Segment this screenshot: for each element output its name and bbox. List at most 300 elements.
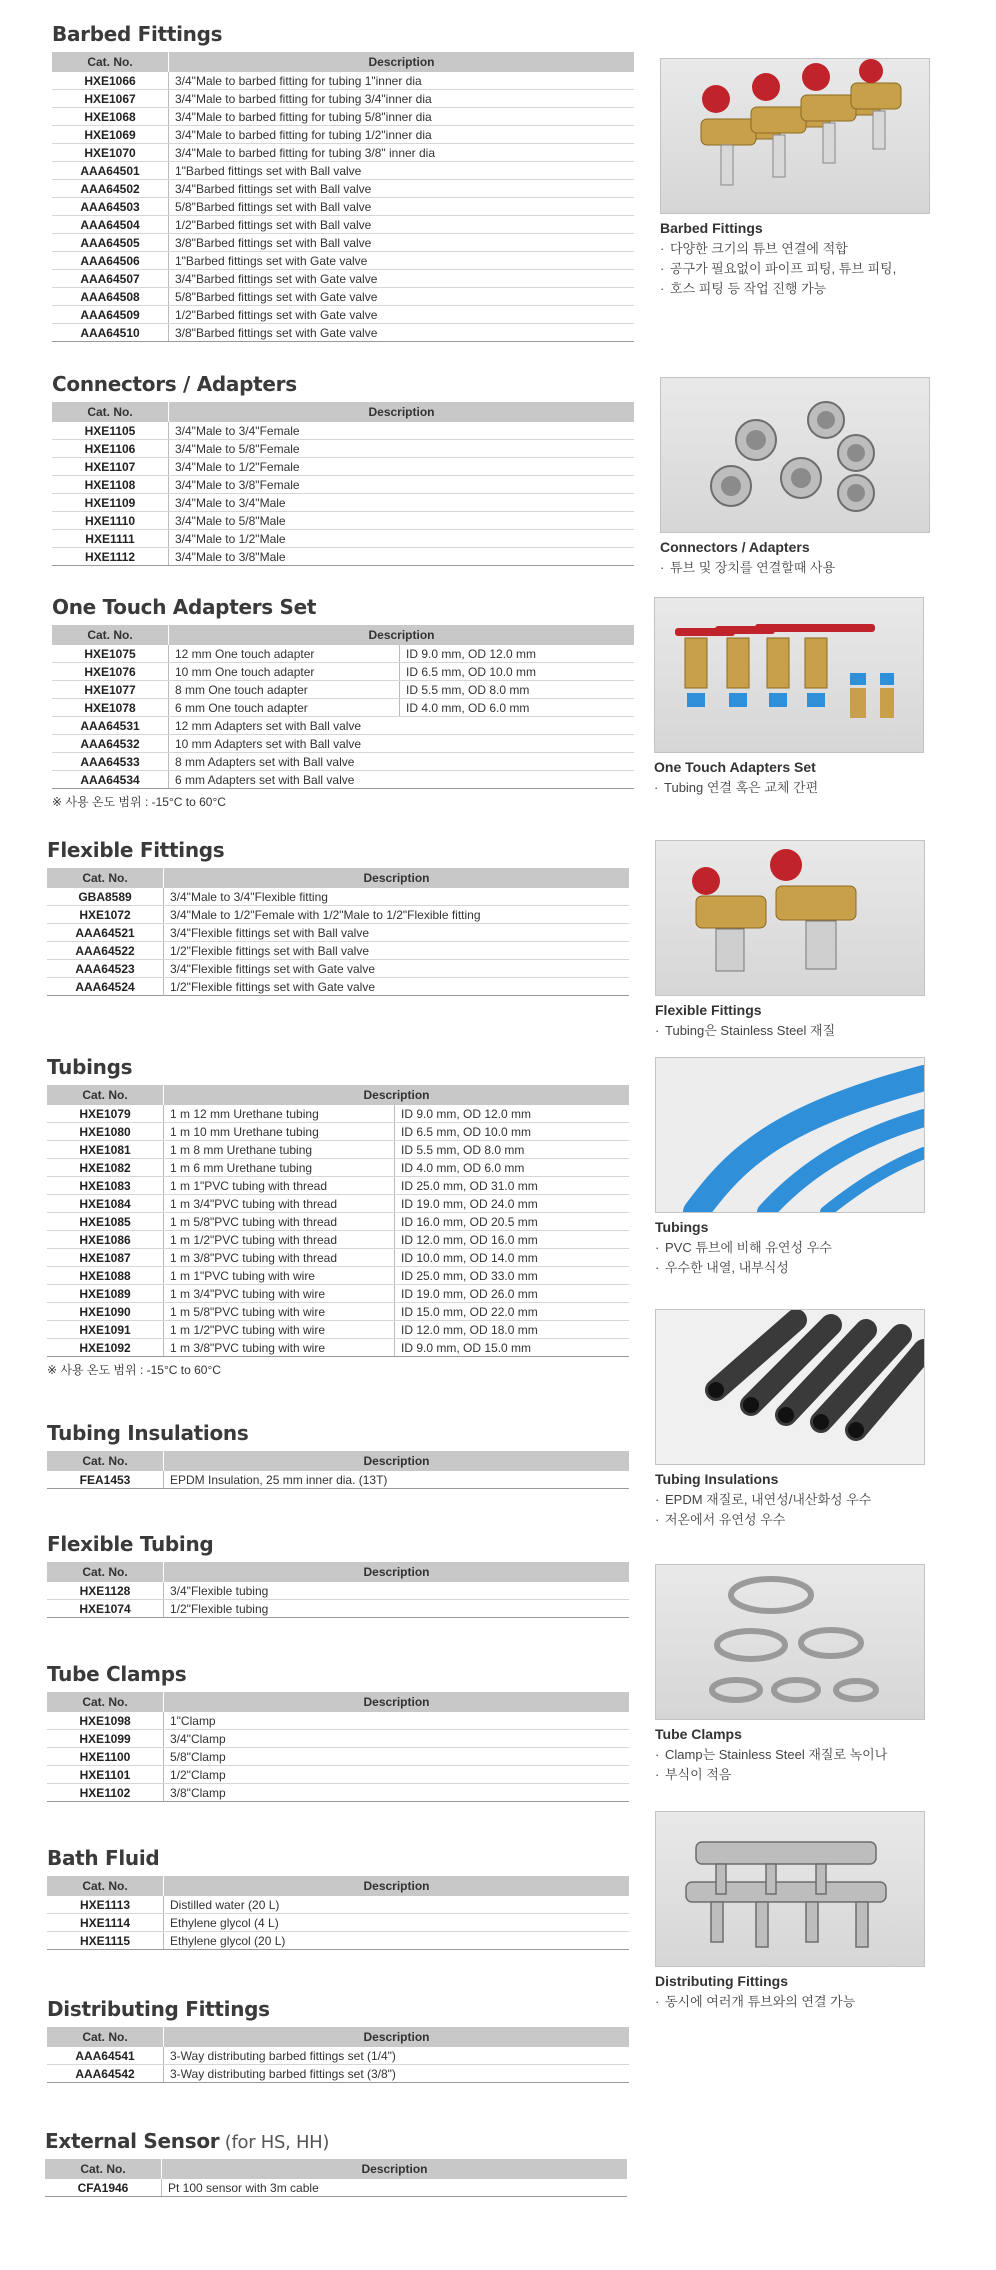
table-row	[52, 735, 634, 753]
flexible-fittings-illustration	[656, 841, 924, 995]
section-title-text: Tubing Insulations	[47, 1421, 249, 1445]
description-cell: 1/2"Flexible fittings set with Gate valve	[164, 978, 630, 996]
spec-table	[52, 402, 634, 566]
cat-no-cell: AAA64532	[52, 735, 169, 753]
description-cell: 1 m 6 mm Urethane tubing	[164, 1159, 395, 1177]
feature-item: · 우수한 내열, 내부식성	[655, 1258, 925, 1278]
table-row	[47, 1712, 629, 1730]
column-header-cat: Cat. No.	[47, 1562, 164, 1582]
description-cell: 1 m 5/8"PVC tubing with wire	[164, 1303, 395, 1321]
table-row	[47, 960, 629, 978]
cat-no-cell: HXE1079	[47, 1105, 164, 1123]
table-row	[47, 1213, 629, 1231]
table-header-row	[47, 1876, 629, 1896]
spec-table	[52, 625, 634, 789]
description-cell: 3/4"Male to 3/8"Male	[169, 548, 635, 566]
cat-no-cell: HXE1070	[52, 144, 169, 162]
spec-table	[47, 1085, 629, 1357]
table-row	[47, 2047, 629, 2065]
cat-no-cell: AAA64523	[47, 960, 164, 978]
cat-no-cell: HXE1077	[52, 681, 169, 699]
dimension-cell: ID 9.0 mm, OD 12.0 mm	[400, 645, 635, 663]
column-header-cat: Cat. No.	[47, 1085, 164, 1105]
feature-item: · 공구가 필요없이 파이프 피팅, 튜브 피팅,	[660, 259, 930, 279]
description-cell: 1 m 3/4"PVC tubing with wire	[164, 1285, 395, 1303]
cat-no-cell: AAA64502	[52, 180, 169, 198]
cat-no-cell: HXE1069	[52, 126, 169, 144]
feature-item: · Clamp는 Stainless Steel 재질로 녹이나	[655, 1745, 925, 1765]
description-cell: 3/4"Male to 5/8"Female	[169, 440, 635, 458]
description-cell: Pt 100 sensor with 3m cable	[162, 2179, 628, 2197]
dimension-cell: ID 10.0 mm, OD 14.0 mm	[395, 1249, 630, 1267]
table-row	[52, 681, 634, 699]
table-row	[47, 1896, 629, 1914]
section-title-text: Bath Fluid	[47, 1846, 160, 1870]
description-cell: 3/4"Clamp	[164, 1730, 630, 1748]
cat-no-cell: HXE1083	[47, 1177, 164, 1195]
dimension-cell: ID 5.5 mm, OD 8.0 mm	[400, 681, 635, 699]
description-cell: 3-Way distributing barbed fittings set (3/8")	[164, 2065, 630, 2083]
tubings-photo	[655, 1057, 925, 1213]
card-flexfit	[655, 840, 925, 1041]
description-cell: 3/4"Male to barbed fitting for tubing 1"inner dia	[169, 72, 635, 90]
description-cell: 3/4"Male to barbed fitting for tubing 3/4"inner dia	[169, 90, 635, 108]
temperature-note: ※ 사용 온도 범위 : -15°C to 60°C	[47, 1363, 221, 1377]
temperature-note: ※ 사용 온도 범위 : -15°C to 60°C	[52, 795, 226, 809]
table-row	[47, 924, 629, 942]
card-title: Tubing Insulations	[655, 1471, 779, 1487]
cat-no-cell: HXE1089	[47, 1285, 164, 1303]
column-header-description: Description	[162, 2159, 628, 2179]
section-title	[52, 22, 634, 46]
spec-table	[47, 1562, 629, 1618]
table-row	[47, 1582, 629, 1600]
cat-no-cell: HXE1107	[52, 458, 169, 476]
table-row	[52, 90, 634, 108]
section-flexible-fittings	[47, 838, 629, 996]
cat-no-cell: HXE1067	[52, 90, 169, 108]
section-external-sensor	[45, 2129, 627, 2197]
table-row	[47, 888, 629, 906]
card-title: Flexible Fittings	[655, 1002, 762, 1018]
feature-list	[655, 1238, 925, 1278]
table-row	[47, 1195, 629, 1213]
dimension-cell: ID 5.5 mm, OD 8.0 mm	[395, 1141, 630, 1159]
dimension-cell: ID 6.5 mm, OD 10.0 mm	[395, 1123, 630, 1141]
section-title	[47, 1846, 629, 1870]
table-header-row	[52, 402, 634, 422]
table-row	[52, 162, 634, 180]
table-row	[47, 1267, 629, 1285]
description-cell: 1 m 12 mm Urethane tubing	[164, 1105, 395, 1123]
cat-no-cell: HXE1081	[47, 1141, 164, 1159]
cat-no-cell: HXE1066	[52, 72, 169, 90]
cat-no-cell: AAA64509	[52, 306, 169, 324]
table-row	[47, 1285, 629, 1303]
table-row	[52, 288, 634, 306]
section-connectors	[52, 372, 634, 566]
table-header-row	[52, 52, 634, 72]
description-cell: 8 mm Adapters set with Ball valve	[169, 753, 635, 771]
cat-no-cell: CFA1946	[45, 2179, 162, 2197]
feature-item: · 저온에서 유연성 우수	[655, 1510, 925, 1530]
section-distributing	[47, 1997, 629, 2083]
description-cell: 12 mm One touch adapter	[169, 645, 400, 663]
cat-no-cell: HXE1111	[52, 530, 169, 548]
column-header-cat: Cat. No.	[47, 1876, 164, 1896]
description-cell: 10 mm Adapters set with Ball valve	[169, 735, 635, 753]
description-cell: 3/8"Barbed fittings set with Gate valve	[169, 324, 635, 342]
description-cell: 3/4"Male to 1/2"Female	[169, 458, 635, 476]
feature-list	[655, 1021, 925, 1041]
section-title-text: Distributing Fittings	[47, 1997, 270, 2021]
spec-table	[47, 868, 629, 996]
card-distrib	[655, 1811, 925, 2012]
onetouch-illustration	[655, 598, 923, 752]
column-header-cat: Cat. No.	[52, 52, 169, 72]
table-row	[52, 198, 634, 216]
description-cell: 3/4"Barbed fittings set with Gate valve	[169, 270, 635, 288]
cat-no-cell: HXE1106	[52, 440, 169, 458]
spec-table	[47, 1451, 629, 1489]
cat-no-cell: AAA64534	[52, 771, 169, 789]
spec-table	[45, 2159, 627, 2197]
feature-item: · Tubing은 Stainless Steel 재질	[655, 1021, 925, 1041]
table-row	[47, 1600, 629, 1618]
card-title: Tubings	[655, 1219, 709, 1235]
tube-clamps-illustration	[656, 1565, 924, 1719]
table-row	[52, 458, 634, 476]
table-row	[47, 1748, 629, 1766]
card-barbed	[660, 58, 930, 299]
table-row	[52, 440, 634, 458]
feature-item: · EPDM 재질로, 내연성/내산화성 우수	[655, 1490, 925, 1510]
cat-no-cell: HXE1113	[47, 1896, 164, 1914]
description-cell: 3/4"Male to 3/4"Male	[169, 494, 635, 512]
description-cell: Distilled water (20 L)	[164, 1896, 630, 1914]
table-row	[47, 978, 629, 996]
table-row	[47, 1141, 629, 1159]
description-cell: 3/4"Male to 1/2"Female with 1/2"Male to 1/2"Flexible fitting	[164, 906, 630, 924]
description-cell: 12 mm Adapters set with Ball valve	[169, 717, 635, 735]
tubings-illustration	[656, 1058, 924, 1212]
distributing-fittings-illustration	[656, 1812, 924, 1966]
section-title	[47, 1532, 629, 1556]
insulations-illustration	[656, 1310, 924, 1464]
table-header-row	[52, 625, 634, 645]
cat-no-cell: HXE1112	[52, 548, 169, 566]
description-cell: 3/4"Flexible fittings set with Ball valve	[164, 924, 630, 942]
spec-table	[47, 1692, 629, 1802]
tube-clamps-photo	[655, 1564, 925, 1720]
column-header-description: Description	[169, 402, 635, 422]
table-row	[47, 1766, 629, 1784]
barbed-fittings-illustration	[661, 59, 929, 213]
description-cell: 3/4"Male to 1/2"Male	[169, 530, 635, 548]
description-cell: 1"Barbed fittings set with Ball valve	[169, 162, 635, 180]
description-cell: 1/2"Barbed fittings set with Ball valve	[169, 216, 635, 234]
section-title-text: Barbed Fittings	[52, 22, 223, 46]
feature-list	[655, 1745, 925, 1785]
description-cell: 3/4"Male to 3/4"Flexible fitting	[164, 888, 630, 906]
cat-no-cell: HXE1072	[47, 906, 164, 924]
cat-no-cell: AAA64504	[52, 216, 169, 234]
section-title	[52, 595, 634, 619]
cat-no-cell: FEA1453	[47, 1471, 164, 1489]
card-insulations	[655, 1309, 925, 1530]
column-header-description: Description	[164, 1692, 630, 1712]
cat-no-cell: HXE1074	[47, 1600, 164, 1618]
cat-no-cell: AAA64503	[52, 198, 169, 216]
section-barbed	[52, 22, 634, 342]
column-header-description: Description	[164, 1562, 630, 1582]
table-row	[52, 324, 634, 342]
description-cell: 3-Way distributing barbed fittings set (1/4")	[164, 2047, 630, 2065]
column-header-cat: Cat. No.	[47, 2027, 164, 2047]
cat-no-cell: HXE1115	[47, 1932, 164, 1950]
card-onetouch	[654, 597, 924, 798]
table-row	[47, 1914, 629, 1932]
section-tube-clamps	[47, 1662, 629, 1802]
column-header-description: Description	[164, 1876, 630, 1896]
section-insulations	[47, 1421, 629, 1489]
section-tubings	[47, 1055, 629, 1378]
cat-no-cell: HXE1110	[52, 512, 169, 530]
description-cell: 3/4"Male to 3/8"Female	[169, 476, 635, 494]
table-row	[47, 906, 629, 924]
section-title-text: External Sensor	[45, 2129, 220, 2153]
table-row	[52, 548, 634, 566]
card-tubings	[655, 1057, 925, 1278]
section-bath-fluid	[47, 1846, 629, 1950]
description-cell: 10 mm One touch adapter	[169, 663, 400, 681]
connectors-photo	[660, 377, 930, 533]
table-header-row	[47, 1085, 629, 1105]
cat-no-cell: HXE1088	[47, 1267, 164, 1285]
section-title	[47, 1662, 629, 1686]
cat-no-cell: AAA64521	[47, 924, 164, 942]
table-row	[47, 1784, 629, 1802]
description-cell: EPDM Insulation, 25 mm inner dia. (13T)	[164, 1471, 630, 1489]
dimension-cell: ID 9.0 mm, OD 15.0 mm	[395, 1339, 630, 1357]
description-cell: 1"Clamp	[164, 1712, 630, 1730]
cat-no-cell: HXE1076	[52, 663, 169, 681]
section-title	[47, 838, 629, 862]
feature-list	[655, 1490, 925, 1530]
column-header-cat: Cat. No.	[52, 402, 169, 422]
section-title-text: Connectors / Adapters	[52, 372, 297, 396]
cat-no-cell: HXE1086	[47, 1231, 164, 1249]
table-row	[52, 717, 634, 735]
table-row	[52, 270, 634, 288]
description-cell: 1/2"Flexible fittings set with Ball valve	[164, 942, 630, 960]
table-row	[47, 1177, 629, 1195]
description-cell: 8 mm One touch adapter	[169, 681, 400, 699]
description-cell: 3/4"Male to 5/8"Male	[169, 512, 635, 530]
card-title: Tube Clamps	[655, 1726, 742, 1742]
section-onetouch	[52, 595, 634, 810]
description-cell: 1 m 5/8"PVC tubing with thread	[164, 1213, 395, 1231]
table-row	[47, 1249, 629, 1267]
description-cell: 5/8"Clamp	[164, 1748, 630, 1766]
cat-no-cell: HXE1100	[47, 1748, 164, 1766]
section-title	[45, 2129, 627, 2153]
insulations-photo	[655, 1309, 925, 1465]
table-row	[52, 512, 634, 530]
dimension-cell: ID 9.0 mm, OD 12.0 mm	[395, 1105, 630, 1123]
table-row	[45, 2179, 627, 2197]
table-row	[47, 1105, 629, 1123]
table-row	[52, 216, 634, 234]
section-title-text: Tube Clamps	[47, 1662, 187, 1686]
description-cell: 1/2"Clamp	[164, 1766, 630, 1784]
description-cell: 1 m 1"PVC tubing with wire	[164, 1267, 395, 1285]
cat-no-cell: AAA64507	[52, 270, 169, 288]
spec-table	[47, 1876, 629, 1950]
table-header-row	[47, 1451, 629, 1471]
description-cell: Ethylene glycol (4 L)	[164, 1914, 630, 1932]
cat-no-cell: AAA64506	[52, 252, 169, 270]
table-row	[47, 1339, 629, 1357]
feature-item: · 호스 피팅 등 작업 진행 가능	[660, 279, 930, 299]
card-connectors	[660, 377, 930, 578]
cat-no-cell: HXE1085	[47, 1213, 164, 1231]
barbed-fittings-photo	[660, 58, 930, 214]
cat-no-cell: AAA64522	[47, 942, 164, 960]
feature-item: · 부식이 적음	[655, 1765, 925, 1785]
dimension-cell: ID 25.0 mm, OD 33.0 mm	[395, 1267, 630, 1285]
cat-no-cell: HXE1068	[52, 108, 169, 126]
dimension-cell: ID 16.0 mm, OD 20.5 mm	[395, 1213, 630, 1231]
table-row	[52, 645, 634, 663]
description-cell: 1/2"Barbed fittings set with Gate valve	[169, 306, 635, 324]
feature-list	[655, 1992, 925, 2012]
section-title-suffix: (for HS, HH)	[219, 2132, 330, 2153]
description-cell: 5/8"Barbed fittings set with Ball valve	[169, 198, 635, 216]
table-row	[52, 108, 634, 126]
description-cell: 3/4"Male to barbed fitting for tubing 3/8" inner dia	[169, 144, 635, 162]
description-cell: 3/8"Clamp	[164, 1784, 630, 1802]
section-title-text: Tubings	[47, 1055, 133, 1079]
table-header-row	[45, 2159, 627, 2179]
description-cell: 3/4"Flexible fittings set with Gate valve	[164, 960, 630, 978]
distributing-fittings-photo	[655, 1811, 925, 1967]
cat-no-cell: AAA64533	[52, 753, 169, 771]
spec-table	[47, 2027, 629, 2083]
table-row	[47, 2065, 629, 2083]
column-header-description: Description	[164, 2027, 630, 2047]
table-row	[47, 1321, 629, 1339]
table-row	[52, 234, 634, 252]
description-cell: 6 mm Adapters set with Ball valve	[169, 771, 635, 789]
cat-no-cell: HXE1084	[47, 1195, 164, 1213]
cat-no-cell: AAA64531	[52, 717, 169, 735]
cat-no-cell: HXE1078	[52, 699, 169, 717]
table-header-row	[47, 2027, 629, 2047]
column-header-description: Description	[164, 1451, 630, 1471]
description-cell: 1 m 3/4"PVC tubing with thread	[164, 1195, 395, 1213]
feature-list	[660, 558, 930, 578]
table-row	[52, 476, 634, 494]
feature-item: · 튜브 및 장치를 연결할때 사용	[660, 558, 930, 578]
column-header-description: Description	[164, 1085, 630, 1105]
cat-no-cell: HXE1082	[47, 1159, 164, 1177]
table-row	[47, 942, 629, 960]
section-title	[52, 372, 634, 396]
cat-no-cell: AAA64501	[52, 162, 169, 180]
cat-no-cell: GBA8589	[47, 888, 164, 906]
cat-no-cell: HXE1098	[47, 1712, 164, 1730]
section-flexible-tubing	[47, 1532, 629, 1618]
description-cell: 1 m 1/2"PVC tubing with thread	[164, 1231, 395, 1249]
cat-no-cell: HXE1128	[47, 1582, 164, 1600]
description-cell: 5/8"Barbed fittings set with Gate valve	[169, 288, 635, 306]
feature-list	[660, 239, 930, 299]
table-row	[47, 1730, 629, 1748]
column-header-cat: Cat. No.	[45, 2159, 162, 2179]
cat-no-cell: HXE1092	[47, 1339, 164, 1357]
cat-no-cell: HXE1102	[47, 1784, 164, 1802]
section-title	[47, 1997, 629, 2021]
cat-no-cell: HXE1091	[47, 1321, 164, 1339]
description-cell: 1 m 8 mm Urethane tubing	[164, 1141, 395, 1159]
cat-no-cell: AAA64541	[47, 2047, 164, 2065]
feature-item: · 다양한 크기의 튜브 연결에 적합	[660, 239, 930, 259]
dimension-cell: ID 19.0 mm, OD 26.0 mm	[395, 1285, 630, 1303]
description-cell: 6 mm One touch adapter	[169, 699, 400, 717]
card-title: Connectors / Adapters	[660, 539, 810, 555]
table-row	[52, 144, 634, 162]
column-header-cat: Cat. No.	[47, 1692, 164, 1712]
cat-no-cell: HXE1090	[47, 1303, 164, 1321]
description-cell: 1 m 1"PVC tubing with thread	[164, 1177, 395, 1195]
cat-no-cell: HXE1075	[52, 645, 169, 663]
cat-no-cell: HXE1114	[47, 1914, 164, 1932]
connectors-illustration	[661, 378, 929, 532]
table-header-row	[47, 868, 629, 888]
table-row	[52, 494, 634, 512]
dimension-cell: ID 12.0 mm, OD 18.0 mm	[395, 1321, 630, 1339]
description-cell: 3/8"Barbed fittings set with Ball valve	[169, 234, 635, 252]
cat-no-cell: AAA64510	[52, 324, 169, 342]
table-row	[52, 663, 634, 681]
dimension-cell: ID 4.0 mm, OD 6.0 mm	[395, 1159, 630, 1177]
column-header-description: Description	[169, 52, 635, 72]
table-row	[47, 1159, 629, 1177]
cat-no-cell: HXE1101	[47, 1766, 164, 1784]
description-cell: 1 m 3/8"PVC tubing with thread	[164, 1249, 395, 1267]
cat-no-cell: AAA64505	[52, 234, 169, 252]
dimension-cell: ID 25.0 mm, OD 31.0 mm	[395, 1177, 630, 1195]
feature-list	[654, 778, 924, 798]
table-header-row	[47, 1562, 629, 1582]
dimension-cell: ID 12.0 mm, OD 16.0 mm	[395, 1231, 630, 1249]
dimension-cell: ID 4.0 mm, OD 6.0 mm	[400, 699, 635, 717]
table-row	[52, 530, 634, 548]
dimension-cell: ID 19.0 mm, OD 24.0 mm	[395, 1195, 630, 1213]
cat-no-cell: HXE1099	[47, 1730, 164, 1748]
table-row	[52, 422, 634, 440]
table-row	[47, 1471, 629, 1489]
table-row	[52, 252, 634, 270]
column-header-cat: Cat. No.	[52, 625, 169, 645]
column-header-cat: Cat. No.	[47, 868, 164, 888]
column-header-cat: Cat. No.	[47, 1451, 164, 1471]
table-row	[47, 1932, 629, 1950]
description-cell: Ethylene glycol (20 L)	[164, 1932, 630, 1950]
column-header-description: Description	[169, 625, 635, 645]
description-cell: 1 m 10 mm Urethane tubing	[164, 1123, 395, 1141]
